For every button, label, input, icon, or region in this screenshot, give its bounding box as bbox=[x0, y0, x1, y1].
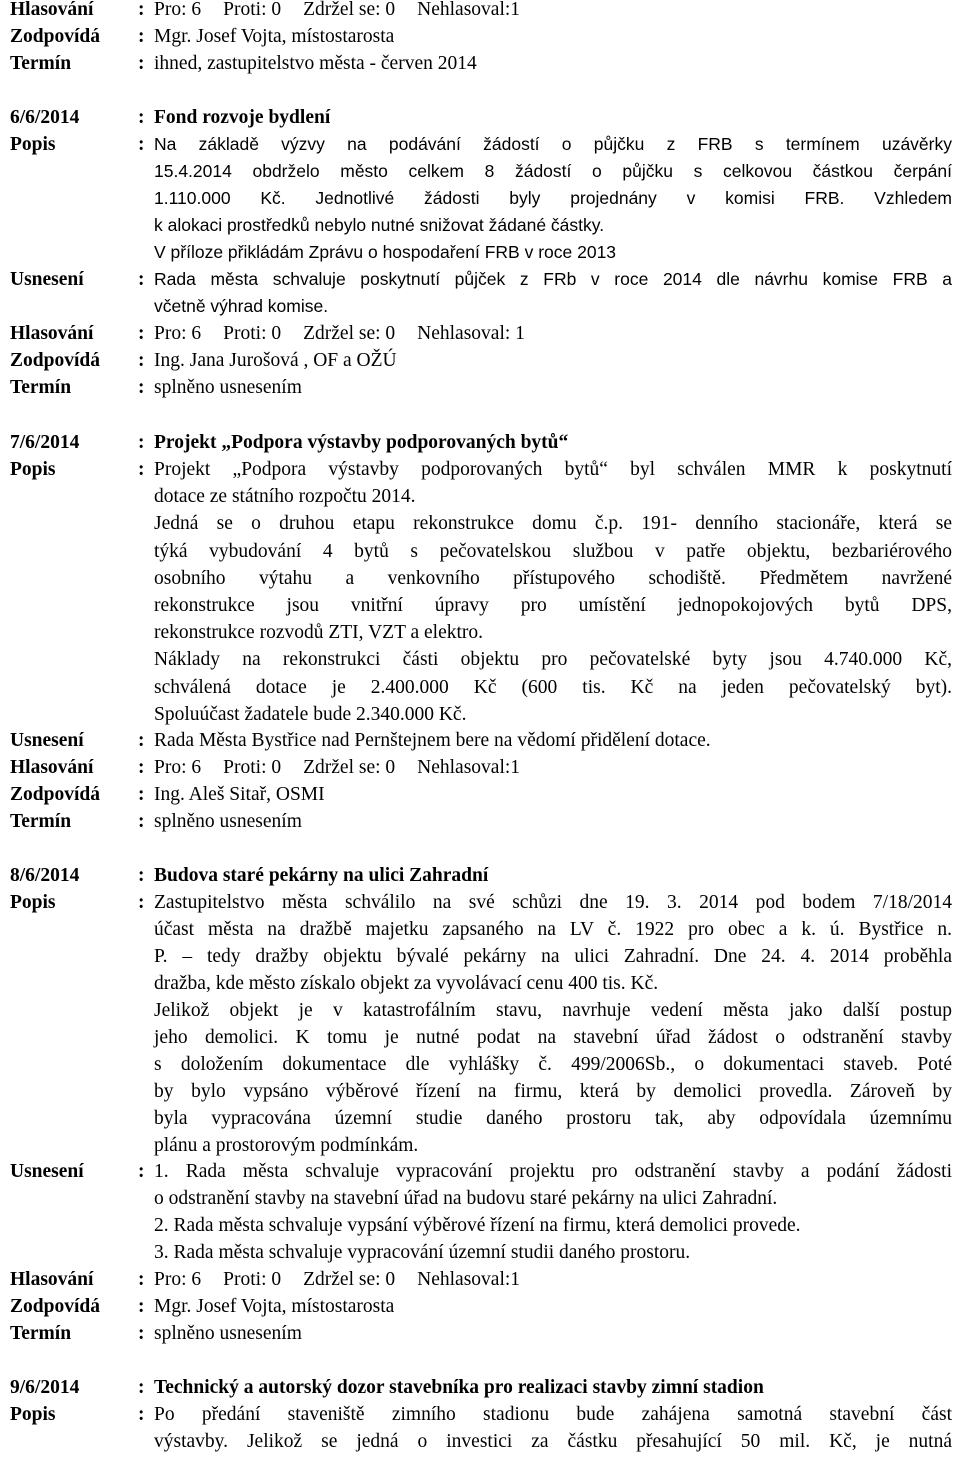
vote-pro: Pro: 6 bbox=[154, 0, 202, 20]
description-line: byla vypracována územní studie daného prostoru tak, aby odpovídala územnímu bbox=[154, 1108, 952, 1129]
section-7-resolution: Usnesení : Rada Města Bystřice nad Pernštejnem bere na vědomí přidělení dotace. bbox=[10, 727, 952, 754]
section-7-deadline-row: Termín : splněno usnesením bbox=[10, 808, 952, 835]
section-6-deadline-row: Termín : splněno usnesením bbox=[10, 374, 952, 401]
section-title: Budova staré pekárny na ulici Zahradní bbox=[154, 865, 489, 886]
description-line: schválená dotace je 2.400.000 Kč (600 tis. Kč na jeden pečovatelský byt). bbox=[154, 676, 952, 698]
section-8-deadline-row: Termín : splněno usnesením bbox=[10, 1320, 952, 1347]
vote-zdrzel: Zdržel se: 0 bbox=[303, 0, 396, 20]
description-line: 1.110.000 Kč. Jednotlivé žádosti byly projednány v komisi FRB. Vzhledem bbox=[154, 188, 952, 208]
description-line: Náklady na rekonstrukci části objektu pro pečovatelské byty jsou 4.740.000 Kč, bbox=[154, 649, 952, 671]
section-9-header: 9/6/2014 : Technický a autorský dozor stavebníka pro realizaci stavby zimní stadion bbox=[10, 1374, 952, 1401]
section-9-description: Popis : Po předání staveniště zimního stadionu bude zahájena samotná stavební část výstavby. Jelikož se jedná o investici za částku přesahující 50 mil. Kč, je nutná bbox=[10, 1401, 952, 1455]
section-8-description: Popis : Zastupitelstvo města schválilo na své schůzi dne 19. 3. 2014 pod bodem 7/18/2014 účast města na dražbě majetku zapsaného na LV č. 1922 pro obec a k. ú. Bystřice n. P. – tedy dražby objektu bývalé pekárny na ulici Zahradní. Dne 24. 4. 2014 proběhla dražba, kde město získalo objekt za vyvolávací cenu 400 tis. Kč. Jelikož objekt je v katastrofálním stavu, navrhuje vedení města jako další postup jeho demolici. K tomu je nutné podat na stavební úřad žádost o odstranění stavby s doložením dokumentace dle vyhlášky č. 499/2006Sb., o dokumentaci staveb. Poté by bylo vypsáno výběrové řízení na firmu, která by demolici provedla. Zároveň by byla vypracována územní studie daného prostoru tak, aby odpovídala územnímu plánu a prostorovým podmínkám. bbox=[10, 889, 952, 1159]
description-line: plánu a prostorovým podmínkám. bbox=[154, 1135, 419, 1156]
description-line: Jedná se o druhou etapu rekonstrukce domu č.p. 191- denního stacionáře, která se bbox=[154, 513, 952, 535]
vote-proti: Proti: 0 bbox=[223, 0, 282, 20]
section-8-header: 8/6/2014 : Budova staré pekárny na ulici Zahradní bbox=[10, 862, 952, 889]
description-line: Projekt „Podpora výstavby podporovaných bytů“ byl schválen MMR k poskytnutí bbox=[154, 459, 952, 480]
vote-nehlasoval: Nehlasoval: 1 bbox=[417, 323, 525, 344]
section-6-description: Popis : Na základě výzvy na podávání žádostí o půjčku z FRB s termínem uzávěrky 15.4.2014 obdrželo město celkem 8 žádostí o půjčku s celkovou částkou čerpání 1.110.000 Kč. Jednotlivé žádosti byly projednány v komisi FRB. Vzhledem k alokaci prostředků nebylo nutné snižovat žádané částky. V příloze přikládám Zprávu o hospodaření FRB v roce 2013 bbox=[10, 131, 952, 266]
description-line: osobního výtahu a venkovního přístupového schodiště. Předmětem navržené bbox=[154, 567, 952, 589]
section-7-description: Popis : Projekt „Podpora výstavby podporovaných bytů“ byl schválen MMR k poskytnutí dotace ze státního rozpočtu 2014. Jedná se o druhou etapu rekonstrukce domu č.p. 191- denního stacionáře, která se týká vybudování 4 bytů s pečovatelskou službou v patře objektu, bezbariérového osobního výtahu a venkovního přístupového schodiště. Předmětem navržené rekonstrukce jsou vnitřní úpravy pro umístění jednopokojových bytů DPS, rekonstrukce rozvodů ZTI, VZT a elektro. Náklady na rekonstrukci části objektu pro pečovatelské byty jsou 4.740.000 Kč, schválená dotace je 2.400.000 Kč (600 tis. Kč na jeden pečovatelský byt). Spoluúčast žadatele bude 2.340.000 Kč. bbox=[10, 456, 952, 728]
description-line: Zastupitelstvo města schválilo na své schůzi dne 19. 3. 2014 pod bodem 7/18/2014 bbox=[154, 892, 952, 913]
responsible-value: Ing. Aleš Sitař, OSMI bbox=[154, 784, 325, 805]
vote-proti: Proti: 0 bbox=[223, 1269, 282, 1290]
description-line: Spoluúčast žadatele bude 2.340.000 Kč. bbox=[154, 703, 467, 725]
label-termin: Termín bbox=[10, 53, 72, 74]
section-number: 9/6/2014 bbox=[10, 1377, 80, 1398]
description-line: s doložením dokumentace dle vyhlášky č. 499/2006Sb., o dokumentaci staveb. Poté bbox=[154, 1054, 952, 1075]
resolution-line: Rada města schvaluje poskytnutí půjček z FRb v roce 2014 dle návrhu komise FRB a bbox=[154, 269, 952, 289]
vote-proti: Proti: 0 bbox=[223, 323, 282, 344]
label-usneseni: Usnesení bbox=[10, 269, 84, 290]
vote-zdrzel: Zdržel se: 0 bbox=[303, 1269, 396, 1290]
section-6-vote-row: Hlasování : Pro: 6 Proti: 0 Zdržel se: 0 Nehlasoval: 1 bbox=[10, 320, 952, 347]
deadline-value: splněno usnesením bbox=[154, 377, 302, 398]
description-line: dotace ze státního rozpočtu 2014. bbox=[154, 486, 416, 508]
description-line: jeho demolici. K tomu je nutné podat na stavební úřad žádost o odstranění stavby bbox=[154, 1027, 952, 1048]
vote-pro: Pro: 6 bbox=[154, 323, 202, 344]
description-line: k alokaci prostředků nebylo nutné snižovat žádané částky. bbox=[154, 215, 605, 235]
description-line: Po předání staveniště zimního stadionu bude zahájena samotná stavební část bbox=[154, 1404, 952, 1425]
responsible-value: Ing. Jana Jurošová , OF a OŽÚ bbox=[154, 350, 397, 371]
description-line: dražba, kde město získalo objekt za vyvolávací cenu 400 tis. Kč. bbox=[154, 973, 659, 994]
section-6-header: 6/6/2014 : Fond rozvoje bydlení bbox=[10, 104, 952, 131]
section-title: Technický a autorský dozor stavebníka pro realizaci stavby zimní stadion bbox=[154, 1377, 764, 1398]
section-7-vote-row: Hlasování : Pro: 6 Proti: 0 Zdržel se: 0 Nehlasoval:1 bbox=[10, 754, 952, 781]
vote-proti: Proti: 0 bbox=[223, 757, 282, 778]
section-title: Fond rozvoje bydlení bbox=[154, 107, 331, 128]
description-line: rekonstrukce jsou vnitřní úpravy pro umístění jednopokojových bytů DPS, bbox=[154, 595, 952, 617]
description-line: účast města na dražbě majetku zapsaného na LV č. 1922 pro obec a k. ú. Bystřice n. bbox=[154, 919, 952, 940]
resolution-text: Rada Města Bystřice nad Pernštejnem bere na vědomí přidělení dotace. bbox=[154, 730, 711, 751]
section-number: 7/6/2014 bbox=[10, 432, 80, 453]
section-8-responsible-row: Zodpovídá : Mgr. Josef Vojta, místostarosta bbox=[10, 1293, 952, 1320]
resolution-line: 1. Rada města schvaluje vypracování projektu pro odstranění stavby a podání žádosti bbox=[154, 1161, 952, 1182]
responsible-value: Mgr. Josef Vojta, místostarosta bbox=[154, 26, 395, 47]
responsible-value: Mgr. Josef Vojta, místostarosta bbox=[154, 1296, 395, 1317]
vote-zdrzel: Zdržel se: 0 bbox=[303, 323, 396, 344]
deadline-value: splněno usnesením bbox=[154, 1323, 302, 1344]
section-7-responsible-row: Zodpovídá : Ing. Aleš Sitař, OSMI bbox=[10, 781, 952, 808]
top-vote-row: Hlasování : Pro: 6 Proti: 0 Zdržel se: 0 Nehlasoval:1 bbox=[10, 0, 952, 23]
vote-nehlasoval: Nehlasoval:1 bbox=[417, 0, 521, 20]
top-deadline-row: Termín : ihned, zastupitelstvo města - červen 2014 bbox=[10, 50, 952, 77]
top-responsible-row: Zodpovídá : Mgr. Josef Vojta, místostarosta bbox=[10, 23, 952, 50]
description-line: Jelikož objekt je v katastrofálním stavu, navrhuje vedení města jako další postup bbox=[154, 1000, 952, 1021]
description-line: by bylo vypsáno výběrové řízení na firmu, která by demolici provedla. Zároveň by bbox=[154, 1081, 952, 1102]
section-7-header: 7/6/2014 : Projekt „Podpora výstavby podporovaných bytů“ bbox=[10, 429, 952, 456]
section-8-resolution: Usnesení : 1. Rada města schvaluje vypracování projektu pro odstranění stavby a podání žádosti o odstranění stavby na stavební úřad na budovu staré pekárny na ulici Zahradní. 2. Rada města schvaluje vypsání výběrové řízení na firmu, která demolici provede. 3. Rada města schvaluje vypracování územní studii daného prostoru. bbox=[10, 1158, 952, 1266]
section-title: Projekt „Podpora výstavby podporovaných bytů“ bbox=[154, 432, 569, 453]
description-line: V příloze přikládám Zprávu o hospodaření FRB v roce 2013 bbox=[154, 242, 617, 262]
deadline-value: ihned, zastupitelstvo města - červen 2014 bbox=[154, 53, 477, 74]
section-number: 8/6/2014 bbox=[10, 865, 80, 886]
vote-nehlasoval: Nehlasoval:1 bbox=[417, 757, 521, 778]
resolution-line: o odstranění stavby na stavební úřad na budovu staré pekárny na ulici Zahradní. bbox=[154, 1188, 778, 1209]
resolution-line: včetně výhrad komise. bbox=[154, 296, 329, 316]
deadline-value: splněno usnesením bbox=[154, 811, 302, 832]
description-line: rekonstrukce rozvodů ZTI, VZT a elektro. bbox=[154, 622, 484, 644]
description-line: týká vybudování 4 bytů s pečovatelskou službou v patře objektu, bezbariérového bbox=[154, 540, 952, 562]
vote-pro: Pro: 6 bbox=[154, 757, 202, 778]
label-hlasovani: Hlasování bbox=[10, 0, 94, 20]
description-line: Na základě výzvy na podávání žádostí o půjčku z FRB s termínem uzávěrky bbox=[154, 134, 952, 154]
description-line: P. – tedy dražby objektu bývalé pekárny na ulici Zahradní. Dne 24. 4. 2014 proběhla bbox=[154, 946, 952, 967]
label-popis: Popis bbox=[10, 134, 56, 155]
description-line: 15.4.2014 obdrželo město celkem 8 žádostí o půjčku s celkovou částkou čerpání bbox=[154, 161, 952, 181]
section-6-resolution: Usnesení : Rada města schvaluje poskytnutí půjček z FRb v roce 2014 dle návrhu komise FRB a včetně výhrad komise. bbox=[10, 266, 952, 320]
resolution-line: 2. Rada města schvaluje vypsání výběrové řízení na firmu, která demolici provede. bbox=[154, 1215, 801, 1236]
vote-zdrzel: Zdržel se: 0 bbox=[303, 757, 396, 778]
vote-nehlasoval: Nehlasoval:1 bbox=[417, 1269, 521, 1290]
section-number: 6/6/2014 bbox=[10, 107, 80, 128]
vote-pro: Pro: 6 bbox=[154, 1269, 202, 1290]
label-zodpovida: Zodpovídá bbox=[10, 26, 100, 47]
description-line: výstavby. Jelikož se jedná o investici za částku přesahující 50 mil. Kč, je nutná bbox=[154, 1431, 952, 1452]
section-6-responsible-row: Zodpovídá : Ing. Jana Jurošová , OF a OŽÚ bbox=[10, 347, 952, 374]
resolution-line: 3. Rada města schvaluje vypracování územní studii daného prostoru. bbox=[154, 1242, 691, 1263]
section-8-vote-row: Hlasování : Pro: 6 Proti: 0 Zdržel se: 0 Nehlasoval:1 bbox=[10, 1266, 952, 1293]
